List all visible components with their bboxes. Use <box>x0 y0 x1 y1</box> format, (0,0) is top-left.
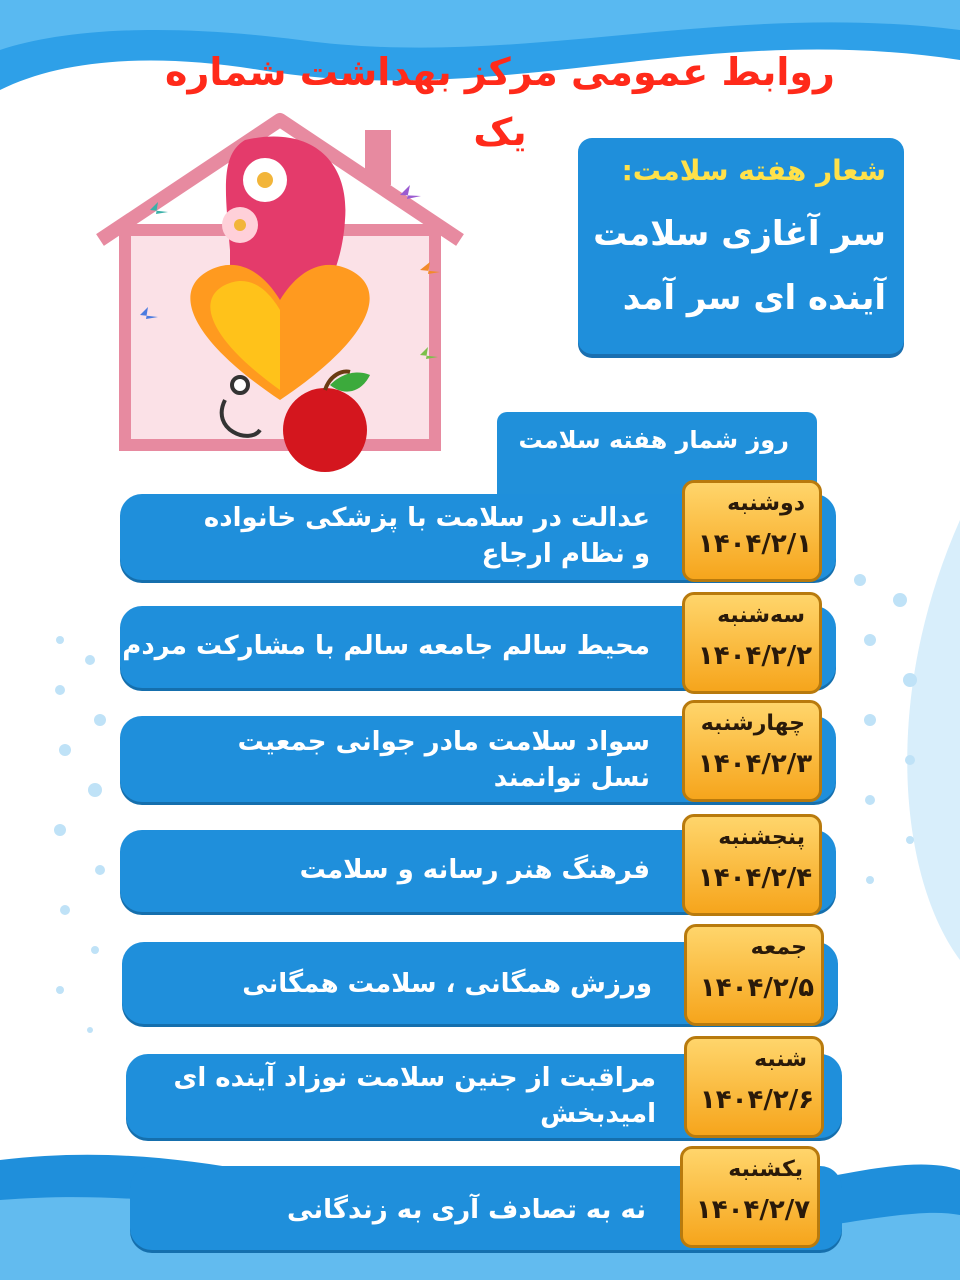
day-name: دوشنبه <box>727 491 805 516</box>
day-date-tag <box>680 1146 820 1248</box>
day-date: ۱۴۰۴/۲/۵ <box>699 973 815 1003</box>
day-text-line-1: محیط سالم جامعه سالم با مشارکت مردم <box>122 631 650 661</box>
day-date-tag <box>682 700 822 802</box>
day-date: ۱۴۰۴/۲/۲ <box>697 641 813 671</box>
day-name: چهارشنبه <box>700 711 805 736</box>
organization-title: روابط عمومی مرکز بهداشت شماره یک <box>165 50 835 154</box>
day-text-line-1: فرهنگ هنر رسانه و سلامت <box>299 855 650 885</box>
day-text-line-1: سواد سلامت مادر جوانی جمعیت <box>237 727 650 757</box>
day-row-1 <box>120 480 840 580</box>
day-text-line-1: مراقبت از جنین سلامت نوزاد آینده ای <box>173 1063 656 1093</box>
halftone-dots-right <box>840 560 950 980</box>
slogan-line-1: سر آغازی سلامت <box>593 214 886 254</box>
day-row-6 <box>126 1036 846 1140</box>
day-date-tag <box>682 814 822 916</box>
day-name: شنبه <box>754 1047 807 1072</box>
day-row-7 <box>130 1146 846 1252</box>
day-date-tag <box>682 480 822 582</box>
slogan-box <box>578 138 904 354</box>
day-text-line-1: نه به تصادف آری به زندگانی <box>287 1195 646 1225</box>
day-row-4 <box>120 814 840 914</box>
day-name: جمعه <box>750 935 807 960</box>
day-text-line-2: و نظام ارجاع <box>481 539 650 569</box>
day-date: ۱۴۰۴/۲/۴ <box>697 863 813 893</box>
day-name: یکشنبه <box>728 1157 803 1182</box>
day-date-tag <box>684 924 824 1026</box>
day-row-3 <box>120 700 840 804</box>
slogan-label: شعار هفته سلامت: <box>621 154 886 187</box>
day-name: سه‌شنبه <box>717 603 805 628</box>
countdown-label: روز شمار هفته سلامت <box>518 426 789 454</box>
day-date-tag <box>682 592 822 694</box>
day-text-line-1: ورزش همگانی ، سلامت همگانی <box>242 969 652 999</box>
slogan-line-2: آینده ای سر آمد <box>622 278 886 318</box>
day-text-line-1: عدالت در سلامت با پزشکی خانواده <box>203 503 650 533</box>
day-date: ۱۴۰۴/۲/۳ <box>697 749 813 779</box>
day-date: ۱۴۰۴/۲/۶ <box>699 1085 815 1115</box>
day-row-5 <box>122 924 842 1028</box>
day-row-2 <box>120 592 840 692</box>
day-name: پنجشنبه <box>718 825 805 850</box>
day-date: ۱۴۰۴/۲/۱ <box>697 529 813 559</box>
day-text-line-2: امیدبخش <box>540 1099 656 1129</box>
day-text-line-2: نسل توانمند <box>493 763 650 793</box>
house-illustration-icon <box>80 100 480 480</box>
day-date: ۱۴۰۴/۲/۷ <box>695 1195 811 1225</box>
day-date-tag <box>684 1036 824 1138</box>
